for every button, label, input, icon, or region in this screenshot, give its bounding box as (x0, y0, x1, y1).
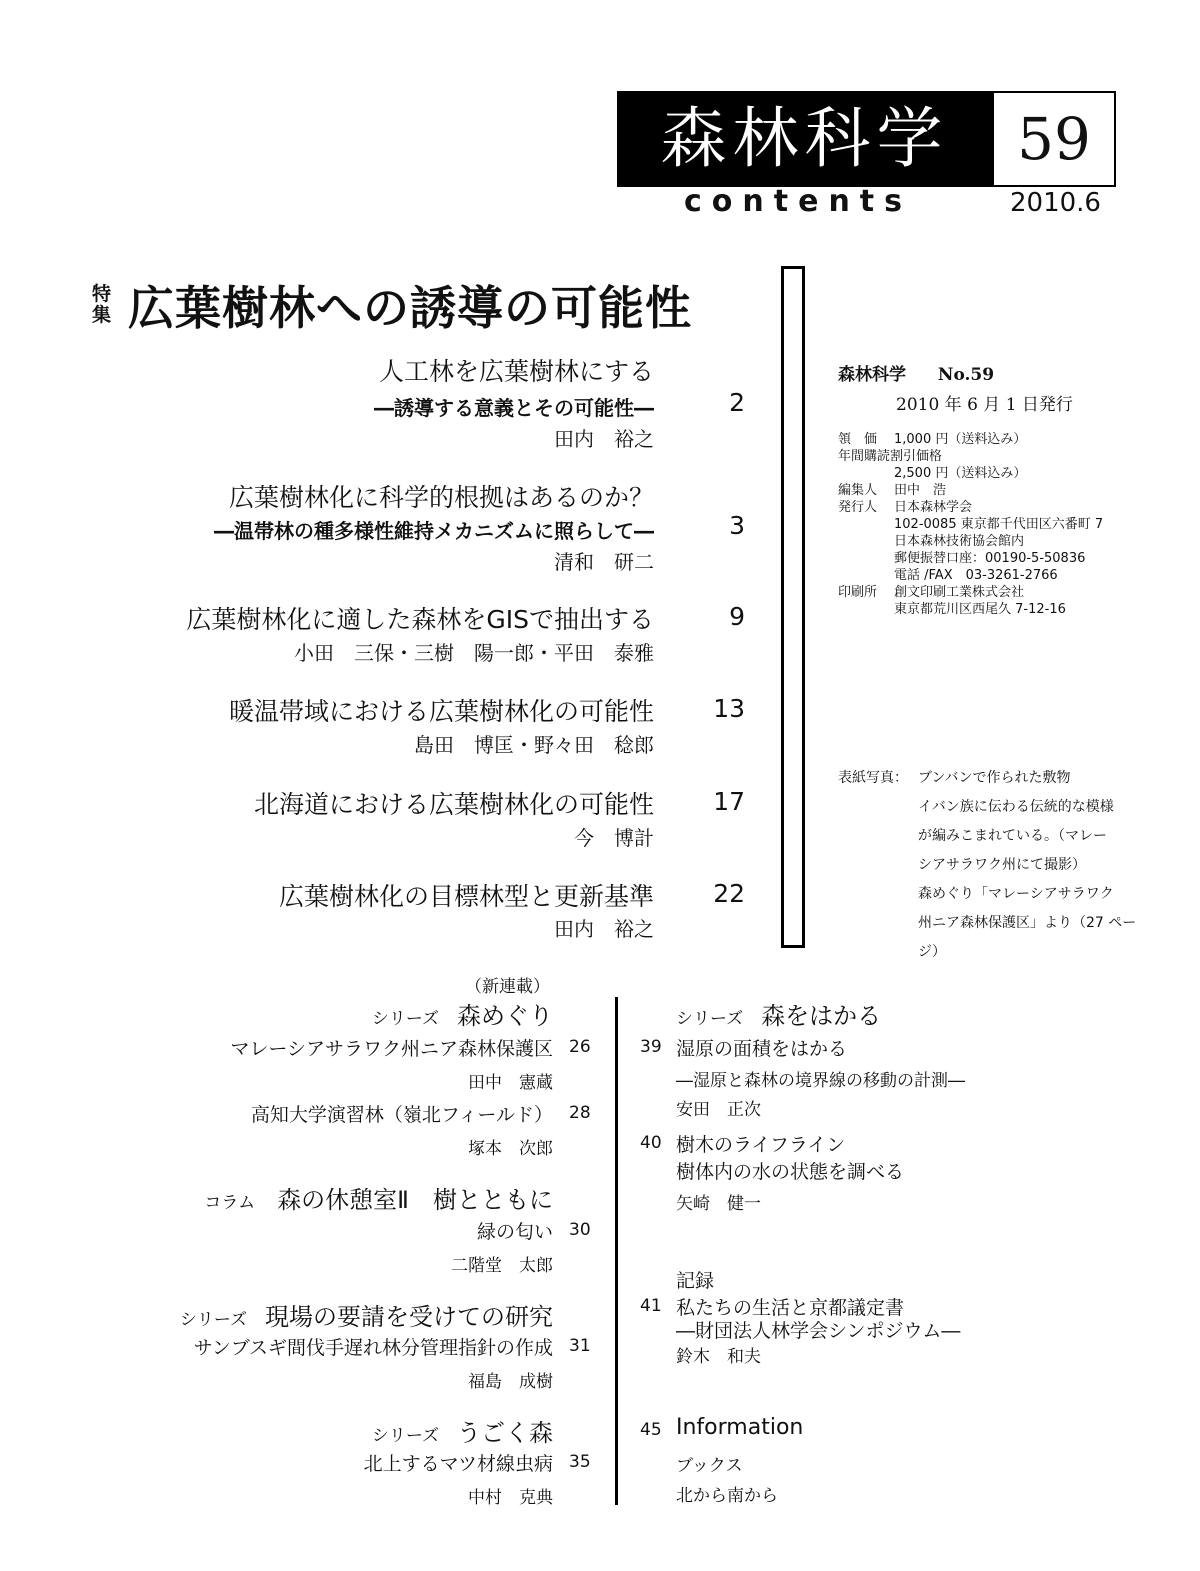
imprint-line: 印刷所 創文印刷工業株式会社 (838, 585, 1025, 600)
column-item-page: 30 (569, 1220, 591, 1240)
series-item-subtitle: 樹体内の水の状態を調べる (676, 1161, 905, 1183)
article-authors: 田内 裕之 (554, 427, 654, 451)
imprint-line: 2,500 円（送料込み） (894, 466, 1027, 481)
column-divider (615, 997, 618, 1505)
masthead-title: 森林科学 (617, 91, 992, 187)
column-heading: コラム 森の休憩室Ⅱ 樹とともに (204, 1186, 553, 1214)
article-authors: 今 博計 (574, 826, 654, 850)
series-item-author: 矢崎 健一 (676, 1194, 761, 1214)
imprint-line: 102-0085 東京都千代田区六番町 7 (894, 517, 1104, 532)
article-title[interactable]: 北海道における広葉樹林化の可能性 (253, 790, 654, 819)
article-title[interactable]: 広葉樹林化に科学的根拠はあるのか？ (228, 483, 654, 512)
info-title[interactable]: Information (676, 1415, 804, 1440)
imprint-number: No.59 (937, 365, 995, 385)
article-page: 13 (713, 694, 745, 723)
series-item-author: 福島 成樹 (468, 1372, 553, 1392)
info-sub-regions[interactable]: 北から南から (676, 1486, 778, 1506)
feature-tag-bottom: 集 (92, 304, 112, 326)
series-item-title[interactable]: 樹木のライフライン (676, 1134, 846, 1156)
article-authors: 島田 博匡・野々田 稔郎 (414, 733, 654, 757)
record-item-title[interactable]: 私たちの生活と京都議定書 (676, 1297, 905, 1319)
article-title[interactable]: 広葉樹林化の目標林型と更新基準 (278, 882, 654, 911)
record-item-subtitle: ―財団法人林学会シンポジウム― (676, 1320, 961, 1342)
article-page: 9 (729, 602, 745, 631)
imprint-line: 年間購読割引価格 (838, 449, 943, 464)
article-title[interactable]: 広葉樹林化に適した森林をGISで抽出する (186, 605, 654, 634)
record-heading: 記録 (676, 1270, 715, 1292)
series-item-title[interactable]: マレーシアサラワク州ニア森林保護区 (230, 1038, 553, 1060)
series-item-author: 中村 克典 (468, 1488, 553, 1508)
series-item-page: 31 (569, 1336, 591, 1356)
imprint-details (838, 431, 1168, 618)
record-item-page: 41 (640, 1296, 662, 1316)
series-item-author: 塚本 次郎 (468, 1139, 553, 1159)
article-authors: 田内 裕之 (554, 917, 654, 941)
masthead-issue-number: 59 (992, 91, 1116, 187)
imprint-heading (838, 360, 994, 385)
series-item-page: 39 (640, 1037, 662, 1057)
imprint-line: 編集人 田中 浩 (838, 483, 947, 498)
imprint-line: 郵便振替口座：00190-5-50836 (894, 551, 1086, 566)
series-item-author: 田中 憲蔵 (468, 1073, 553, 1093)
series-heading: シリーズ 森めぐり (371, 1002, 553, 1030)
article-subtitle: ―誘導する意義とその可能性― (374, 396, 654, 420)
info-page: 45 (640, 1420, 662, 1440)
series-item-page: 35 (569, 1452, 591, 1472)
series-item-page: 28 (569, 1103, 591, 1123)
series-item-title[interactable]: サンブスギ間伐手遅れ林分管理指針の作成 (193, 1337, 553, 1359)
imprint-line: 領 価 1,000 円（送料込み） (838, 432, 1027, 447)
series-item-title[interactable]: 高知大学演習林（嶺北フィールド） (250, 1104, 553, 1126)
info-sub-books[interactable]: ブックス (676, 1456, 743, 1476)
feature-vertical-bar (781, 266, 805, 948)
series-item-title[interactable]: 北上するマツ材線虫病 (363, 1453, 553, 1475)
article-page: 3 (729, 511, 745, 540)
imprint-line: 電話 /FAX 03-3261-2766 (894, 568, 1058, 583)
imprint-line: 発行人 日本森林学会 (838, 500, 973, 515)
article-page: 2 (729, 388, 745, 417)
article-title[interactable]: 人工林を広葉樹林にする (378, 357, 654, 386)
column-item-title[interactable]: 緑の匂い (476, 1221, 553, 1243)
feature-tag (92, 284, 118, 326)
article-authors: 小田 三保・三樹 陽一郎・平田 泰雅 (294, 641, 654, 665)
article-page: 17 (713, 787, 745, 816)
issue-date: 2010.6 (1010, 188, 1101, 218)
record-item-author: 鈴木 和夫 (676, 1347, 761, 1367)
cover-caption: ブンバンで作られた敷物 イバン族に伝わる伝統的な模様 が編みこまれている。（マレー シアサラワク州にて撮影） 森めぐり「マレーシアサラワク 州ニア森林保護区」より（27 ペー ジ） (918, 770, 1137, 960)
series-item-title[interactable]: 湿原の面積をはかる (676, 1038, 848, 1060)
article-title[interactable]: 暖温帯域における広葉樹林化の可能性 (228, 697, 654, 726)
series-heading: シリーズ 現場の要請を受けての研究 (179, 1303, 553, 1331)
series-item-page: 40 (640, 1133, 662, 1153)
imprint-line: 日本森林技術協会館内 (894, 534, 1025, 549)
imprint-journal: 森林科学 (838, 365, 906, 385)
imprint-line: 東京都荒川区西尾久 7-12-16 (894, 602, 1066, 617)
feature-title: 広葉樹林への誘導の可能性 (128, 281, 692, 335)
imprint-issued: 2010 年 6 月 1 日発行 (896, 395, 1073, 415)
article-authors: 清和 研二 (554, 550, 654, 574)
series-heading: シリーズ うごく森 (371, 1419, 553, 1447)
series-heading: シリーズ 森をはかる (676, 1002, 882, 1030)
cover-caption-label: 表紙写真： (838, 770, 908, 786)
series-item-page: 26 (569, 1037, 591, 1057)
feature-tag-top: 特 (92, 283, 112, 305)
article-subtitle: ―温帯林の種多様性維持メカニズムに照らして― (214, 519, 654, 543)
new-series-label: （新連載） (465, 977, 550, 997)
series-item-subtitle: ―湿原と森林の境界線の移動の計測― (676, 1071, 965, 1091)
column-item-author: 二階堂 太郎 (451, 1256, 553, 1276)
contents-label: contents (684, 184, 912, 219)
series-item-author: 安田 正次 (676, 1100, 761, 1120)
article-page: 22 (713, 879, 745, 908)
